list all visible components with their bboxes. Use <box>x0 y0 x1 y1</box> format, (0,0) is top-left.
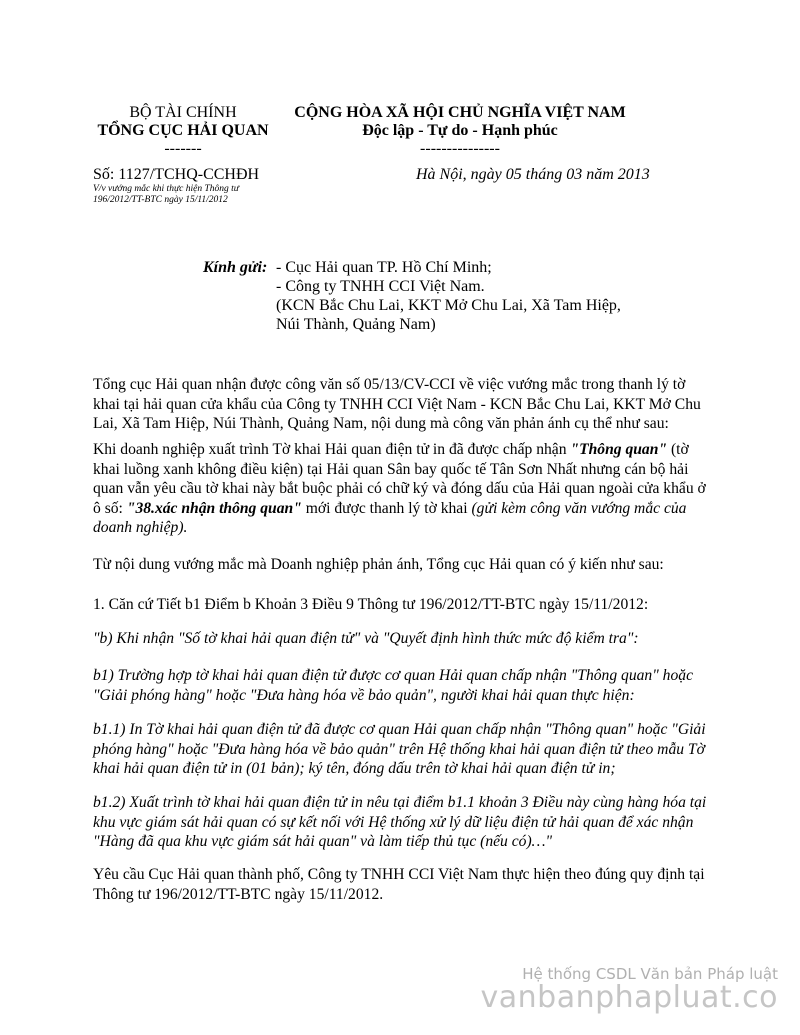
left-separator: ------- <box>164 140 202 157</box>
issue-text: mới được thanh lý tờ khai <box>301 499 472 517</box>
watermark-line-2: vanbanphapluat.co <box>480 980 778 1015</box>
ministry-name: BỘ TÀI CHÍNH <box>129 104 237 121</box>
paragraph-legal-basis: 1. Căn cứ Tiết b1 Điểm b Khoản 3 Điều 9 Thông tư 196/2012/TT-BTC ngày 15/11/2012: <box>93 596 649 613</box>
quote-b1: b1) Trường hợp tờ khai hải quan điện tử được cơ quan Hải quan chấp nhận "Thông quan" hoặc "Giải phóng hàng" hoặc "Đưa hàng hóa về bảo quản", người khai hải quan thực hiện: <box>93 667 693 704</box>
issue-text: (tờ khai luồng xanh không điều kiện) tại Hải quan Sân bay quốc tế Tân Sơn Nhất nhưng cán bộ hải quan vẫn yêu cầu tờ khai này bắt buộc phải có chữ ký và đóng dấu của Hải quan ngoài cửa khẩu ở ô số: <box>93 441 706 517</box>
paragraph-opinion: Từ nội dung vướng mắc mà Doanh nghiệp phản ánh, Tổng cục Hải quan có ý kiến như sau: <box>93 556 664 573</box>
issue-text: Khi doanh nghiệp xuất trình Tờ khai Hải quan điện tử in đã được chấp nhận <box>93 441 571 458</box>
recipient-line: - Công ty TNHH CCI Việt Nam. <box>276 278 485 295</box>
issue-quote: "38.xác nhận thông quan" <box>126 499 302 517</box>
document-number: Số: 1127/TCHQ-CCHĐH <box>93 166 260 183</box>
issue-quote: "Thông quan" <box>570 441 668 458</box>
paragraph-issue <box>93 440 713 538</box>
subject-line-2: 196/2012/TT-BTC ngày 15/11/2012 <box>93 195 228 205</box>
paragraph-request: Yêu cầu Cục Hải quan thành phố, Công ty TNHH CCI Việt Nam thực hiện theo đúng quy định tại Thông tư 196/2012/TT-BTC ngày 15/11/2012. <box>93 866 705 903</box>
paragraph-intro: Tổng cục Hải quan nhận được công văn số 05/13/CV-CCI về việc vướng mắc trong thanh lý tờ khai tại hải quan cửa khẩu của Công ty TNHH CCI Việt Nam - KCN Bắc Chu Lai, KKT Mở Chu Lai, Xã Tam Hiệp, Núi Thành, Quảng Nam, nội dung mà công văn phản ánh cụ thể như sau: <box>93 376 701 432</box>
watermark-line-1: Hệ thống CSDL Văn bản Pháp luật <box>522 965 778 983</box>
issue-attachment-note: (gửi kèm công văn vướng mắc của doanh nghiệp). <box>93 499 687 536</box>
place-date: Hà Nội, ngày 05 tháng 03 năm 2013 <box>416 166 650 183</box>
recipients-label: Kính gửi: <box>203 259 268 276</box>
country-name: CỘNG HÒA XÃ HỘI CHỦ NGHĨA VIỆT NAM <box>294 104 626 121</box>
right-separator: --------------- <box>420 140 500 157</box>
quote-b1-1: b1.1) In Tờ khai hải quan điện tử đã được cơ quan Hải quan chấp nhận "Thông quan" hoặc "Giải phóng hàng" hoặc "Đưa hàng hóa về bảo quản" trên Hệ thống khai hải quan điện tử theo mẫu Tờ khai hải quan điện tử in (01 bản); ký tên, đóng dấu trên tờ khai hải quan điện tử in; <box>93 721 706 777</box>
quote-b1-2: b1.2) Xuất trình tờ khai hải quan điện tử in nêu tại điểm b1.1 khoản 3 Điều này cùng hàng hóa tại khu vực giám sát hải quan có sự kết nối với Hệ thống xử lý dữ liệu điện tử hải quan để xác nhận "Hàng đã qua khu vực giám sát hải quan" và làm tiếp thủ tục (nếu có)…" <box>93 794 707 850</box>
national-motto: Độc lập - Tự do - Hạnh phúc <box>362 122 558 139</box>
recipient-line: (KCN Bắc Chu Lai, KKT Mở Chu Lai, Xã Tam Hiệp, <box>276 297 621 314</box>
department-name: TỔNG CỤC HẢI QUAN <box>97 122 269 139</box>
recipient-line: Núi Thành, Quảng Nam) <box>276 316 436 333</box>
quote-b: "b) Khi nhận "Số tờ khai hải quan điện tử" và "Quyết định hình thức mức độ kiểm tra": <box>93 630 639 647</box>
recipient-line: - Cục Hải quan TP. Hồ Chí Minh; <box>276 259 492 276</box>
subject-line-1: V/v vướng mắc khi thực hiện Thông tư <box>93 184 239 194</box>
